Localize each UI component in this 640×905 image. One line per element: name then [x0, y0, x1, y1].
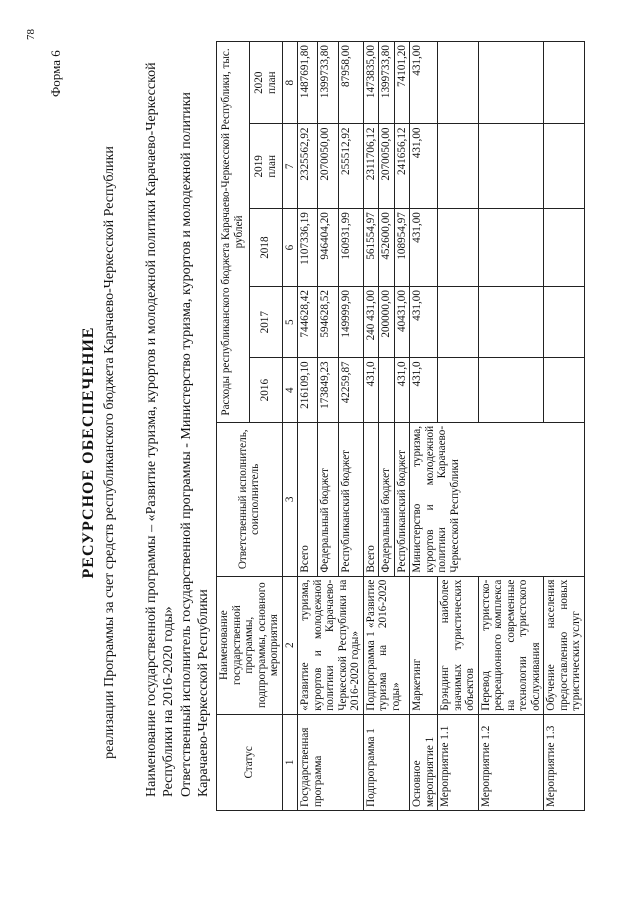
- empty-cell: [478, 358, 544, 423]
- value-cell: 108954,97: [394, 209, 410, 287]
- program-name: Наименование государственной программы – «Развитие туризма, курортов и молодежной политики Карачаево-Черкесской Республики на 2016-2020 годы»: [144, 62, 176, 797]
- value-cell: 241656,12: [394, 124, 410, 209]
- budget-label: Республиканский бюджет: [338, 422, 363, 576]
- value-cell: 216109,10: [298, 358, 318, 423]
- header-year: 2019 план: [249, 124, 282, 209]
- header-name: Наименование государственной программы, подпрограммы, основного мероприятия: [217, 576, 283, 714]
- col-number: 8: [282, 42, 298, 124]
- header-expenses: Расходы республиканского бюджета Карачаево-Черкесской Республики, тыс. рублей: [217, 42, 250, 423]
- value-cell: 452600,00: [379, 209, 395, 287]
- row-name: Перевод туристско-рекреационного комплекса на современные технологии туристского обслуживания: [478, 576, 544, 714]
- empty-cell: [438, 358, 479, 423]
- value-cell: 1107336,19: [298, 209, 318, 287]
- responsible-executor: Ответственный исполнитель государственной программы - Министерство туризма, курортов и молодежной политики Карачаево-Черкесской Республики: [179, 92, 211, 797]
- budget-label: Федеральный бюджет: [318, 422, 338, 576]
- value-cell: 87958,00: [338, 42, 363, 124]
- budget-label: Республиканский бюджет: [394, 422, 410, 576]
- empty-cell: [438, 209, 479, 287]
- value-cell: 1487691,80: [298, 42, 318, 124]
- header-year: 2016: [249, 358, 282, 423]
- value-cell: 431,00: [410, 209, 438, 287]
- empty-cell: [478, 124, 544, 209]
- col-number: 7: [282, 124, 298, 209]
- value-cell: [379, 358, 395, 423]
- budget-label: Всего: [363, 422, 379, 576]
- value-cell: 200000,00: [379, 287, 395, 358]
- row-status: Основное мероприятие 1: [410, 714, 438, 810]
- value-cell: 744628,42: [298, 287, 318, 358]
- value-cell: 431,0: [394, 358, 410, 423]
- row-name: Брэндинг наиболее значимых туристических объектов: [438, 576, 479, 714]
- page-number: 78: [25, 29, 37, 40]
- value-cell: 149999,90: [338, 287, 363, 358]
- value-cell: 431,00: [410, 124, 438, 209]
- empty-cell: [438, 124, 479, 209]
- empty-cell: [438, 287, 479, 358]
- empty-cell: [544, 358, 585, 423]
- header-year: 2018: [249, 209, 282, 287]
- row-name: Маркетинг: [410, 576, 438, 714]
- col-number: 2: [282, 576, 298, 714]
- col-number: 6: [282, 209, 298, 287]
- value-cell: 946404,20: [318, 209, 338, 287]
- value-cell: 2311706,12: [363, 124, 379, 209]
- header-year: 2020 план: [249, 42, 282, 124]
- empty-cell: [544, 42, 585, 124]
- value-cell: 1473835,00: [363, 42, 379, 124]
- column-numbers-row: [282, 42, 298, 811]
- table-row: [363, 42, 379, 811]
- form-label: Форма 6: [48, 50, 63, 97]
- empty-cell: [544, 124, 585, 209]
- header-status: Статус: [217, 714, 283, 810]
- document-title: РЕСУРСНОЕ ОБЕСПЕЧЕНИЕ: [80, 326, 97, 579]
- header-executor: Ответственный исполнитель, соисполнитель: [217, 422, 283, 576]
- value-cell: 1399733,80: [379, 42, 395, 124]
- col-number: 4: [282, 358, 298, 423]
- col-number: 3: [282, 422, 298, 576]
- col-number: 5: [282, 287, 298, 358]
- row-name: Обучение населения предоставлению новых туристических услуг: [544, 576, 585, 714]
- value-cell: 1399733,80: [318, 42, 338, 124]
- col-number: 1: [282, 714, 298, 810]
- row-status: Мероприятие 1.2: [478, 714, 544, 810]
- header-row: [217, 42, 250, 811]
- value-cell: 255512,92: [338, 124, 363, 209]
- header-year: 2017: [249, 287, 282, 358]
- value-cell: 431,0: [410, 358, 438, 423]
- resource-table: [216, 41, 585, 811]
- value-cell: 2325562,92: [298, 124, 318, 209]
- row-status: Подпрограмма 1: [363, 714, 410, 810]
- row-status: Государственная программа: [298, 714, 364, 810]
- value-cell: 240 431,00: [363, 287, 379, 358]
- value-cell: 594628,52: [318, 287, 338, 358]
- value-cell: 74101,20: [394, 42, 410, 124]
- budget-label: Федеральный бюджет: [379, 422, 395, 576]
- row-status: Мероприятие 1.1: [438, 714, 479, 810]
- row-executor: Министерство туризма, курортов и молодежной политики Карачаево-Черкесской Республики: [410, 422, 585, 576]
- row-name: Подпрограмма 1 «Развитие туризма на 2016-2020 годы»: [363, 576, 410, 714]
- empty-cell: [478, 209, 544, 287]
- value-cell: 431,00: [410, 42, 438, 124]
- value-cell: 2070050,00: [318, 124, 338, 209]
- value-cell: 431,0: [363, 358, 379, 423]
- budget-label: Всего: [298, 422, 318, 576]
- value-cell: 160931,99: [338, 209, 363, 287]
- empty-cell: [478, 42, 544, 124]
- value-cell: 561554,97: [363, 209, 379, 287]
- empty-cell: [438, 42, 479, 124]
- table-row: [410, 42, 438, 811]
- value-cell: 40431,00: [394, 287, 410, 358]
- value-cell: 42259,87: [338, 358, 363, 423]
- row-status: Мероприятие 1.3: [544, 714, 585, 810]
- document-subtitle: реализации Программы за счет средств республиканского бюджета Карачаево-Черкесской Республики: [102, 146, 117, 759]
- empty-cell: [478, 287, 544, 358]
- empty-cell: [544, 287, 585, 358]
- empty-cell: [544, 209, 585, 287]
- value-cell: 173849,23: [318, 358, 338, 423]
- table-row: [298, 42, 318, 811]
- value-cell: 2070050,00: [379, 124, 395, 209]
- value-cell: 431,00: [410, 287, 438, 358]
- row-name: «Развитие туризма, курортов и молодежной политики Карачаево-Черкесской Республики на 2016-2020 годы»: [298, 576, 364, 714]
